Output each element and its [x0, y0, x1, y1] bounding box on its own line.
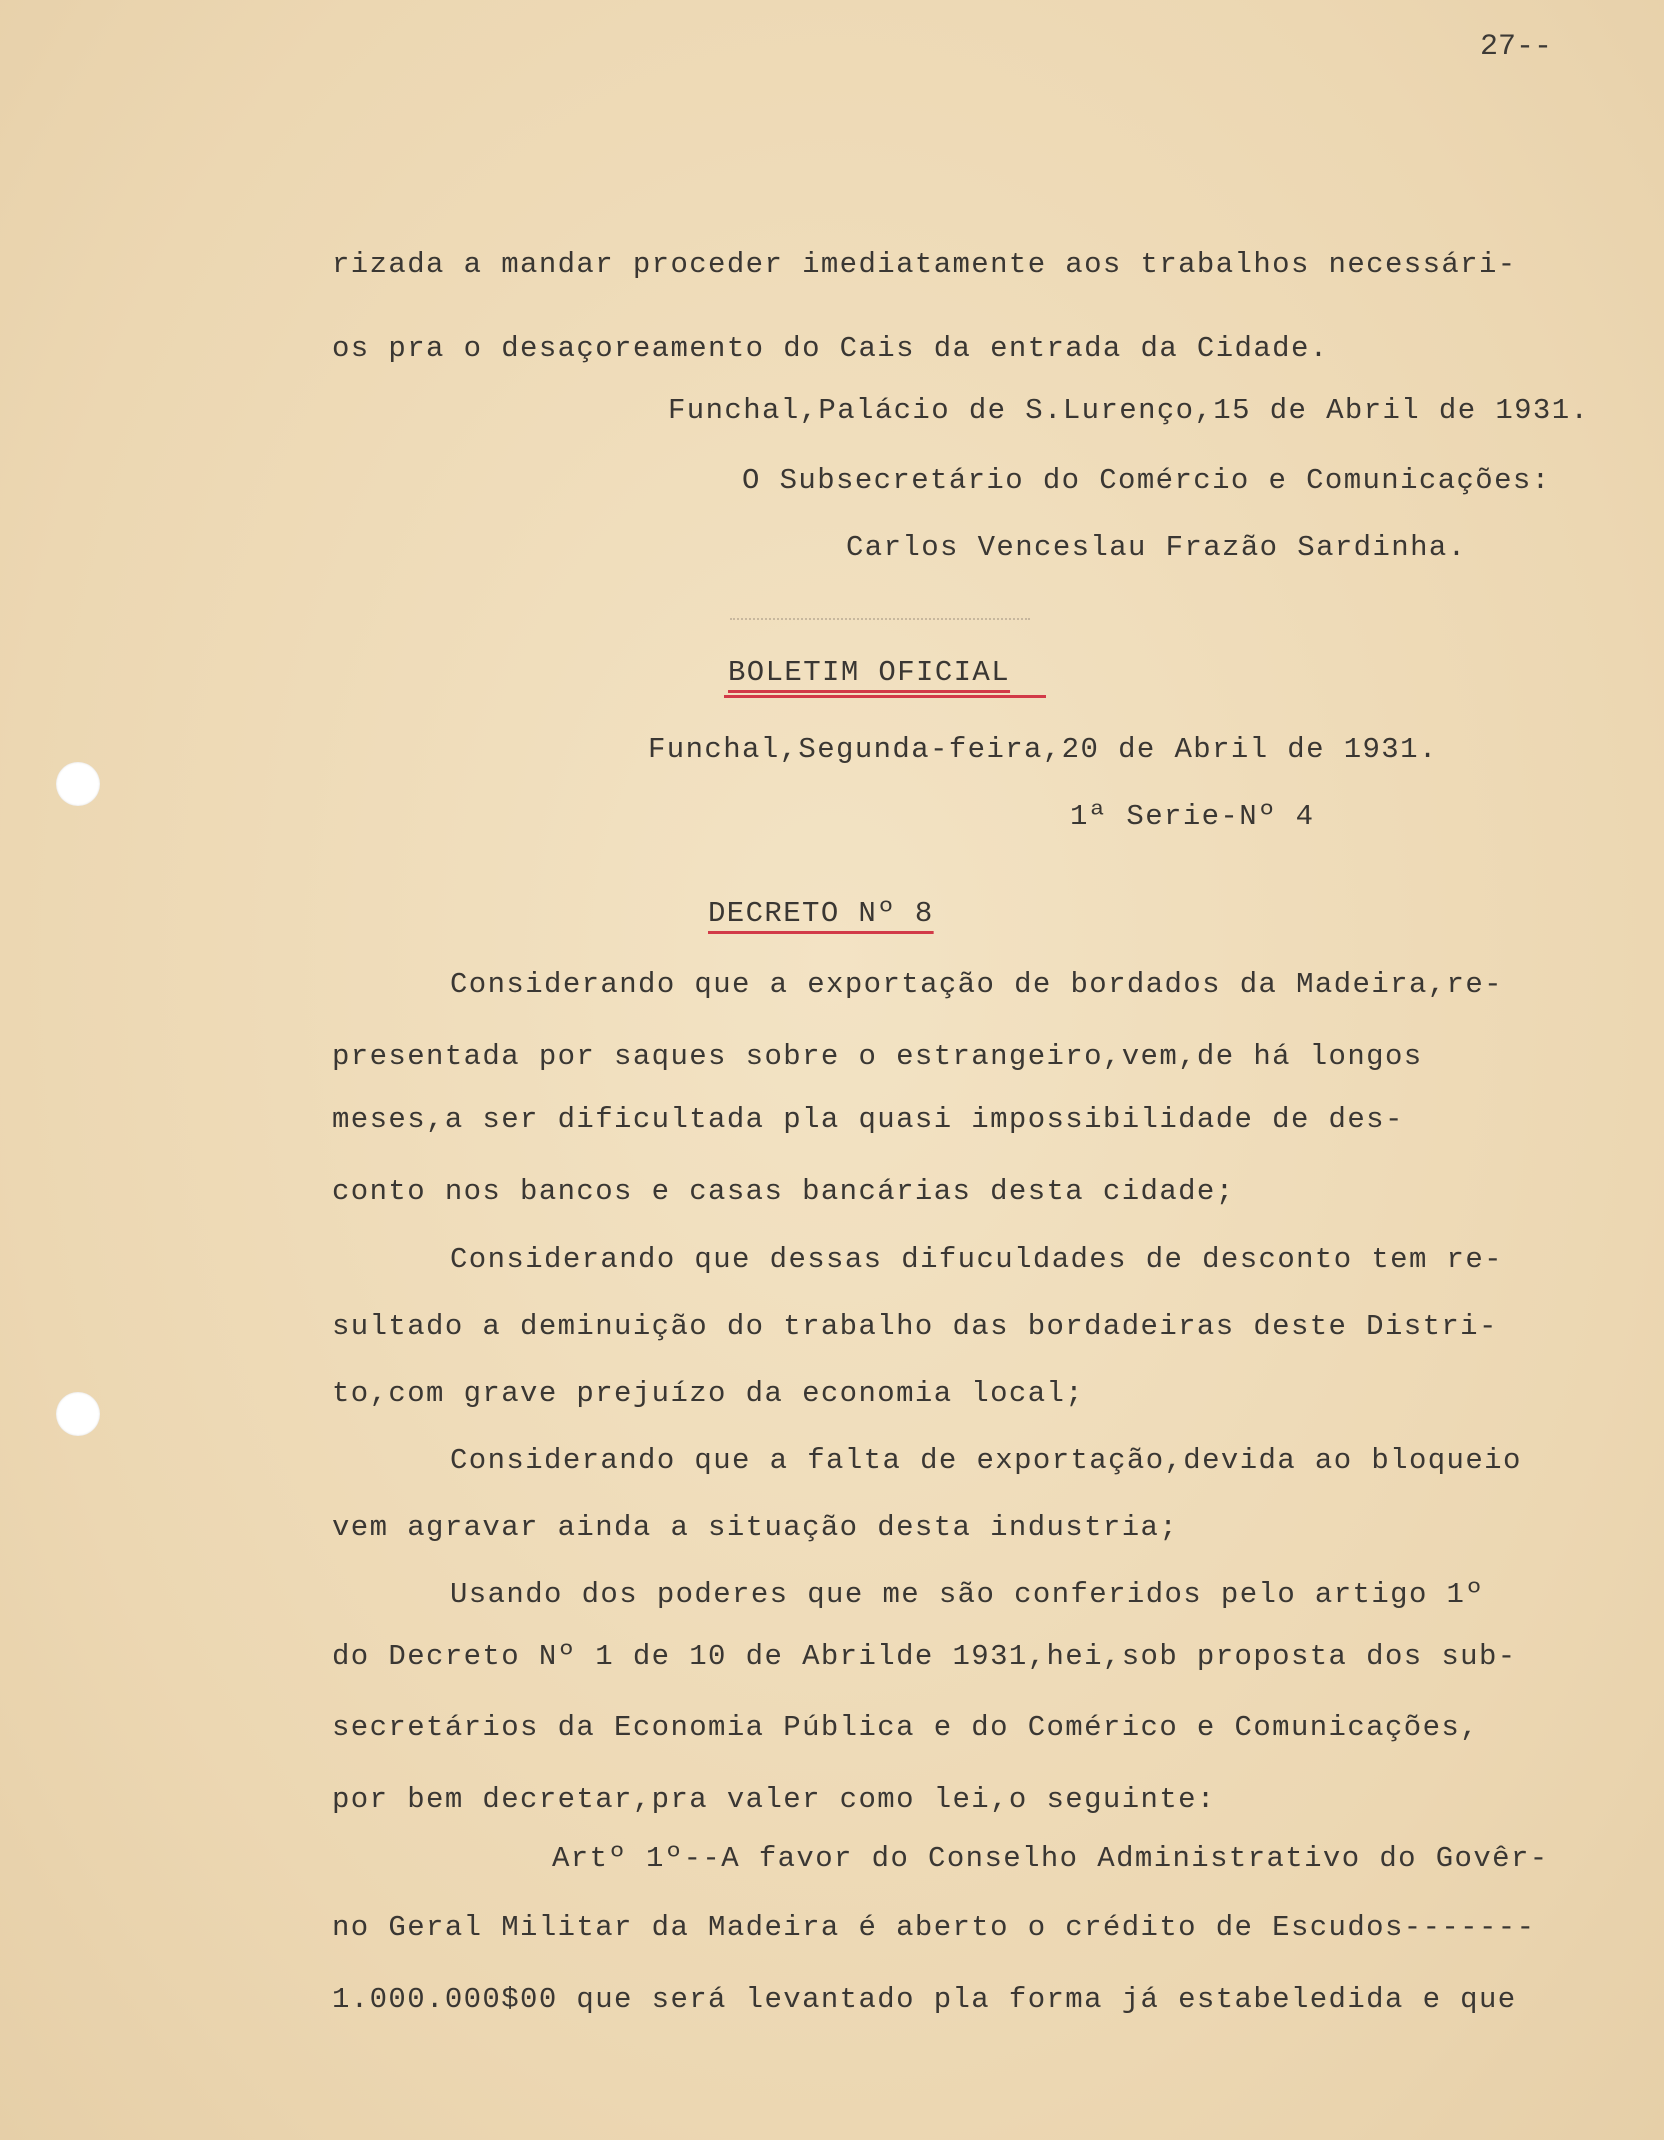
paragraph-line: do Decreto Nº 1 de 10 de Abrilde 1931,hei,sob proposta dos sub-	[332, 1640, 1517, 1673]
punch-hole	[56, 1392, 100, 1436]
paragraph-line: to,com grave prejuízo da economia local;	[332, 1377, 1085, 1410]
boletim-heading: BOLETIM OFICIAL	[728, 656, 1011, 689]
text-line: rizada a mandar proceder imediatamente aos trabalhos necessári-	[332, 248, 1517, 281]
faded-text-trace	[730, 618, 1030, 632]
punch-hole	[56, 762, 100, 806]
signatory-name: Carlos Venceslau Frazão Sardinha.	[846, 531, 1467, 564]
page-number: 27--	[1480, 30, 1553, 64]
article-line: no Geral Militar da Madeira é aberto o crédito de Escudos-------	[332, 1911, 1536, 1944]
paragraph-line: meses,a ser dificultada pla quasi impossibilidade de des-	[332, 1103, 1404, 1136]
article-line: 1.000.000$00 que será levantado pla forma já estabeledida e que	[332, 1983, 1517, 2016]
paragraph-line: secretários da Economia Pública e do Comérico e Comunicações,	[332, 1711, 1479, 1744]
paragraph-line: Usando dos poderes que me são conferidos pelo artigo 1º	[450, 1578, 1485, 1611]
decree-heading: DECRETO Nº 8	[708, 897, 934, 930]
place-date-line: Funchal,Palácio de S.Lurenço,15 de Abril de 1931.	[668, 394, 1590, 427]
article-line: Artº 1º--A favor do Conselho Administrativo do Govêr-	[552, 1842, 1549, 1875]
paragraph-line: presentada por saques sobre o estrangeiro,vem,de há longos	[332, 1040, 1423, 1073]
text-line: os pra o desaçoreamento do Cais da entrada da Cidade.	[332, 332, 1329, 365]
paragraph-line: Considerando que a exportação de bordados da Madeira,re-	[450, 968, 1503, 1001]
paragraph-line: Considerando que a falta de exportação,devida ao bloqueio	[450, 1444, 1522, 1477]
paragraph-line: por bem decretar,pra valer como lei,o seguinte:	[332, 1783, 1216, 1816]
bulletin-series: 1ª Serie-Nº 4	[1070, 800, 1315, 833]
paragraph-line: vem agravar ainda a situação desta industria;	[332, 1511, 1179, 1544]
bulletin-date: Funchal,Segunda-feira,20 de Abril de 1931.	[648, 733, 1438, 766]
paragraph-line: Considerando que dessas difuculdades de desconto tem re-	[450, 1243, 1503, 1276]
paragraph-line: conto nos bancos e casas bancárias desta cidade;	[332, 1175, 1235, 1208]
paragraph-line: sultado a deminuição do trabalho das bordadeiras deste Distri-	[332, 1310, 1498, 1343]
signatory-title: O Subsecretário do Comércio e Comunicações:	[742, 464, 1551, 497]
heading-underline	[724, 695, 1046, 698]
